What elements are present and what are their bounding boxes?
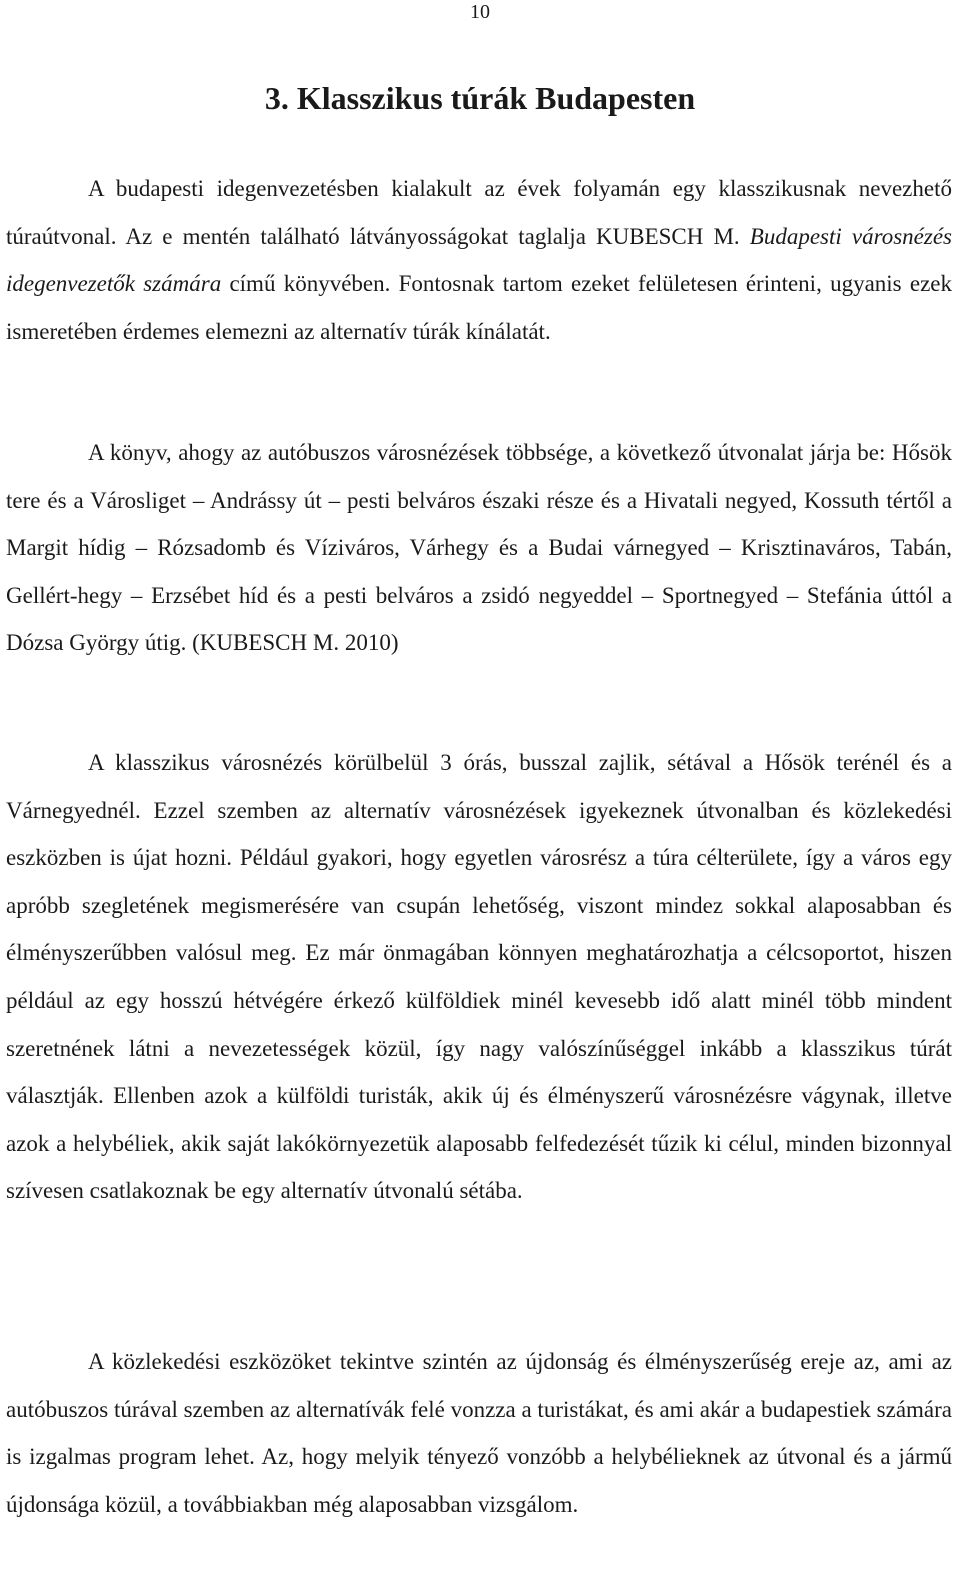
page-number: 10 bbox=[470, 1, 490, 23]
paragraph-4: A közlekedési eszközöket tekintve szintén az újdonság és élményszerűség ereje az, ami az autóbuszos túrával szemben az alternatívák felé vonzza a turistákat, és ami akár a budapestiek számára is izgalmas program lehet. Az, hogy melyik tényező vonzóbb a helybélieknek az útvonal és a jármű újdonsága közül, a továbbiakban még alaposabban vizsgálom. bbox=[6, 1349, 952, 1517]
paragraph-2: A könyv, ahogy az autóbuszos városnézések többsége, a következő útvonalat járja be: Hősök tere és a Városliget – Andrássy út – pesti belváros északi része és a Hivatali negyed, Kossuth tértől a Margit hídig – Rózsadomb és Víziváros, Várhegy és a Budai várnegyed – Krisztinaváros, Tabán, Gellért-hegy – Erzsébet híd és a pesti belváros a zsidó negyeddel – Sportnegyed – Stefánia úttól a Dózsa György útig. (KUBESCH M. 2010) bbox=[6, 440, 952, 656]
paragraph-3: A klasszikus városnézés körülbelül 3 órás, busszal zajlik, sétával a Hősök terénél és a Várnegyednél. Ezzel szemben az alternatív városnézések igyekeznek útvonalban és közlekedési eszközben is újat hozni. Például gyakori, hogy egyetlen városrész a túra célterülete, így a város egy apróbb szegletének megismerésére van csupán lehetőség, viszont mindez sokkal alaposabban és élményszerűbben valósul meg. Ez már önmagában könnyen meghatározhatja a célcsoportot, hiszen például az egy hosszú hétvégére érkező külföldiek minél kevesebb idő alatt minél több mindent szeretnének látni a nevezetességek közül, így nagy valószínűséggel inkább a klasszikus túrát választják. Ellenben azok a külföldi turisták, akik új és élményszerű városnézésre vágynak, illetve azok a helybéliek, akik saját lakókörnyezetük alaposabb felfedezését tűzik ki célul, minden bizonnyal szívesen csatlakoznak be egy alternatív útvonalú sétába. bbox=[6, 750, 952, 1204]
paragraph-1-text-after: című könyvében. Fontosnak tartom ezeket felületesen érinteni, ugyanis ezek ismeretében érdemes elemezni az alternatív túrák kínálatát. bbox=[6, 271, 952, 344]
chapter-title: 3. Klasszikus túrák Budapesten bbox=[264, 80, 696, 116]
paragraph-1 bbox=[6, 165, 952, 355]
book-title: Budapesti városnézés idegenvezetők számára bbox=[6, 223, 952, 297]
paragraph-1-text-before: A budapesti idegenvezetésben kialakult az évek folyamán egy klasszikusnak nevezhető túraútvonal. Az e mentén található látványosságokat taglalja KUBESCH M. bbox=[6, 176, 952, 249]
